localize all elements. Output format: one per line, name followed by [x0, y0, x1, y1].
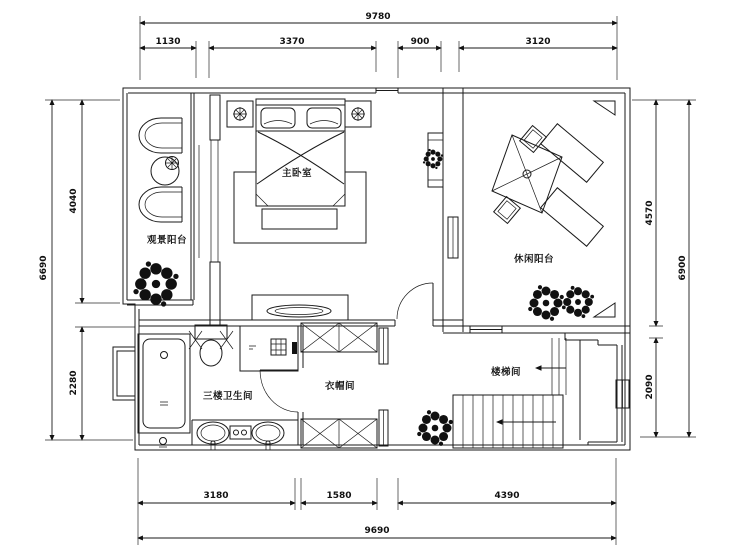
- bathroom-door: [260, 370, 298, 412]
- dim-ext-left: [45, 100, 135, 440]
- bedroom-door: [397, 283, 433, 320]
- staircase: [453, 338, 566, 448]
- outer-wall-inner-face: [127, 93, 625, 445]
- top-wall-window: [376, 88, 398, 93]
- sun-lounger-top: [541, 124, 604, 182]
- bed-end-bench: [262, 209, 337, 229]
- room-label-cloakroom: 衣帽间: [324, 381, 356, 392]
- hall-northeast-jog: [565, 333, 617, 345]
- view-balcony-east-wall: [191, 93, 194, 300]
- soap-tray: [230, 426, 251, 439]
- dim-text-right-1: 4570: [645, 200, 655, 226]
- dimension-left: [39, 100, 135, 440]
- bedroom-balcony-divider-wall: [443, 88, 463, 332]
- plant-icon: [562, 286, 594, 318]
- plant-icon: [423, 149, 443, 169]
- room-label-stairwell: 楼梯间: [490, 367, 522, 378]
- dim-text-left-total: 6690: [39, 255, 49, 281]
- sink-right: [252, 422, 284, 450]
- plant-icon: [417, 410, 453, 446]
- dim-text-bottom-3: 4390: [494, 491, 520, 501]
- room-label-master-bedroom: 主卧室: [281, 168, 313, 179]
- plant-icon: [528, 285, 564, 321]
- outer-wall-outline: [123, 88, 630, 450]
- dim-text-top-3: 900: [410, 37, 430, 47]
- dim-text-top-1: 1130: [155, 37, 181, 47]
- armchair-top: [139, 118, 182, 153]
- wardrobe-bottom: [301, 419, 377, 448]
- bathtub: [138, 334, 190, 433]
- room-cloakroom: [301, 323, 453, 448]
- hall-balcony-threshold: [470, 326, 502, 333]
- dimension-top: [140, 12, 617, 80]
- dim-text-right-2: 2090: [645, 374, 655, 400]
- dim-text-left-1: 4040: [69, 188, 79, 214]
- room-leisure-balcony: [492, 101, 615, 321]
- room-stair-hall: [453, 338, 566, 448]
- dimension-bottom: [138, 458, 616, 545]
- floor-drain: [159, 438, 167, 448]
- room-master-bedroom: [227, 99, 443, 320]
- dim-text-bottom-1: 3180: [203, 491, 229, 501]
- dim-text-bottom-total: 9690: [364, 526, 390, 536]
- dim-text-top-2: 3370: [279, 37, 305, 47]
- dim-text-top-total: 9780: [365, 12, 391, 22]
- sink-left: [197, 422, 229, 450]
- pocket-door-bottom: [379, 410, 388, 446]
- round-side-table: [151, 156, 179, 185]
- hall-east-window: [616, 380, 629, 408]
- corner-mark-top: [594, 101, 615, 115]
- toilet: [189, 325, 233, 366]
- dresser: [252, 295, 348, 320]
- lounger-headrest-bottom: [494, 197, 521, 224]
- nightstand-left: [227, 101, 253, 127]
- divider-window: [448, 217, 458, 258]
- wardrobe-top: [301, 323, 377, 352]
- dim-text-bottom-2: 1580: [326, 491, 352, 501]
- bed: [256, 99, 345, 206]
- armchair-bottom: [139, 187, 182, 222]
- pocket-door-top: [379, 328, 388, 364]
- glazing-jamb-top: [210, 95, 220, 140]
- balcony-glazing: [199, 140, 218, 262]
- glazing-jamb-bottom: [210, 262, 220, 326]
- room-label-view-balcony: 观景阳台: [146, 235, 188, 246]
- nightstand-right: [345, 101, 371, 127]
- room-view-balcony: [133, 118, 187, 307]
- room-bathroom: [138, 325, 298, 450]
- corner-mark-bottom: [594, 303, 615, 317]
- sun-lounger-bottom: [541, 188, 604, 246]
- room-label-leisure-balcony: 休闲阳台: [513, 254, 555, 265]
- dim-text-left-2: 2280: [69, 370, 79, 396]
- dim-text-right-total: 6900: [678, 255, 688, 281]
- room-label-bathroom: 三楼卫生间: [202, 391, 254, 402]
- dim-text-top-4: 3120: [525, 37, 551, 47]
- dimension-right: [632, 100, 696, 437]
- west-bay: [113, 347, 135, 400]
- washer-unit: [240, 326, 298, 371]
